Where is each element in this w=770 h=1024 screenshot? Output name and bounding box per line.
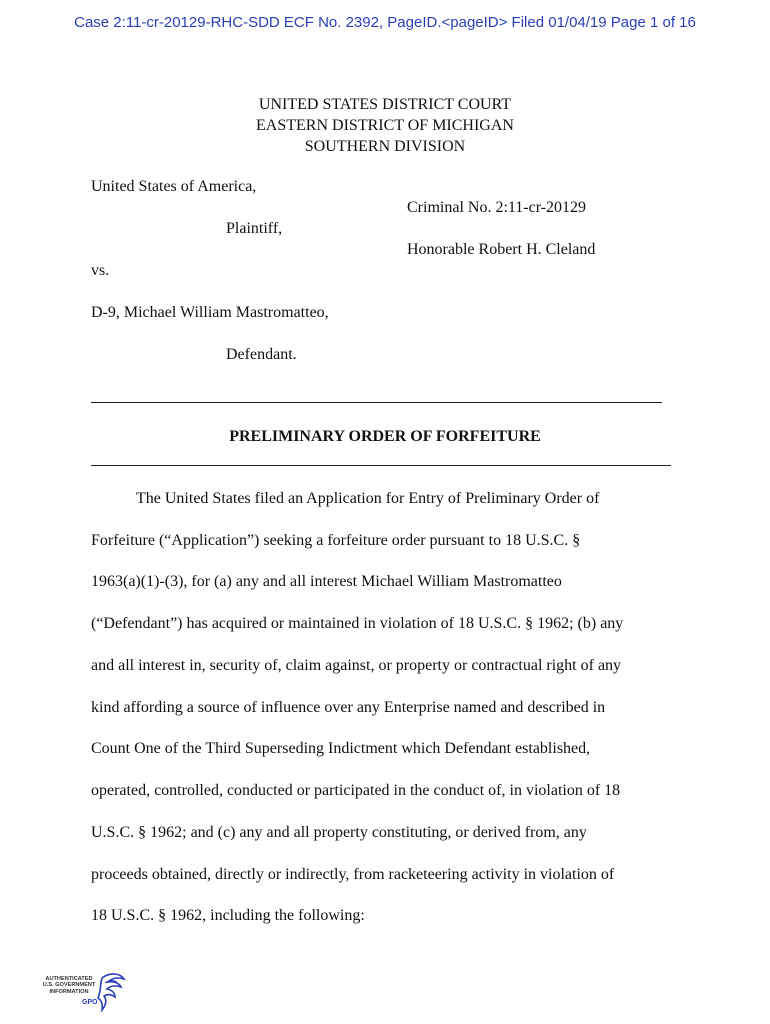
court-name: UNITED STATES DISTRICT COURT (258, 96, 512, 113)
versus-label: vs. (91, 262, 110, 279)
body-line: operated, controlled, conducted or participated in the conduct of, in violation of 18 (91, 782, 621, 799)
document-title: PRELIMINARY ORDER OF FORFEITURE (229, 428, 541, 445)
plaintiff-role: Plaintiff, (226, 220, 283, 237)
body-line: Forfeiture (“Application”) seeking a forfeiture order pursuant to 18 U.S.C. § (91, 532, 581, 549)
gpo-authentication-seal (38, 970, 138, 1014)
court-heading (0, 94, 770, 157)
seal-line: INFORMATION (49, 988, 89, 995)
court-division: SOUTHERN DIVISION (304, 138, 466, 155)
defendant-name: D-9, Michael William Mastromatteo, (91, 304, 329, 321)
body-line: 18 U.S.C. § 1962, including the following: (91, 907, 365, 924)
court-district: EASTERN DISTRICT OF MICHIGAN (256, 117, 514, 134)
body-line: and all interest in, security of, claim against, or property or contractual right of any (91, 657, 622, 674)
body-line: 1963(a)(1)-(3), for (a) any and all interest Michael William Mastromatteo (91, 573, 562, 590)
body-line: (“Defendant”) has acquired or maintained in violation of 18 U.S.C. § 1962; (b) any (91, 615, 624, 632)
divider-rule-top (91, 402, 662, 403)
ecf-header-stamp: Case 2:11-cr-20129-RHC-SDD ECF No. 2392, PageID.<pageID> Filed 01/04/19 Page 1 of 16 (74, 14, 696, 31)
defendant-role: Defendant. (226, 346, 297, 363)
eagle-icon (96, 970, 126, 1014)
body-line: The United States filed an Application for Entry of Preliminary Order of (136, 490, 600, 507)
body-line: proceeds obtained, directly or indirectly, from racketeering activity in violation of (91, 866, 615, 883)
gpo-mark: GPO (82, 999, 98, 1006)
seal-line: U.S. GOVERNMENT (42, 982, 96, 989)
judge-name: Honorable Robert H. Cleland (407, 241, 596, 258)
divider-rule-bottom (91, 465, 671, 466)
body-line: Count One of the Third Superseding Indictment which Defendant established, (91, 740, 591, 757)
case-number: Criminal No. 2:11-cr-20129 (407, 199, 587, 216)
body-line: kind affording a source of influence over any Enterprise named and described in (91, 699, 606, 716)
seal-line: AUTHENTICATED (45, 976, 93, 982)
seal-text (38, 976, 100, 995)
body-line: U.S.C. § 1962; and (c) any and all property constituting, or derived from, any (91, 824, 587, 841)
plaintiff-name: United States of America, (91, 178, 257, 195)
